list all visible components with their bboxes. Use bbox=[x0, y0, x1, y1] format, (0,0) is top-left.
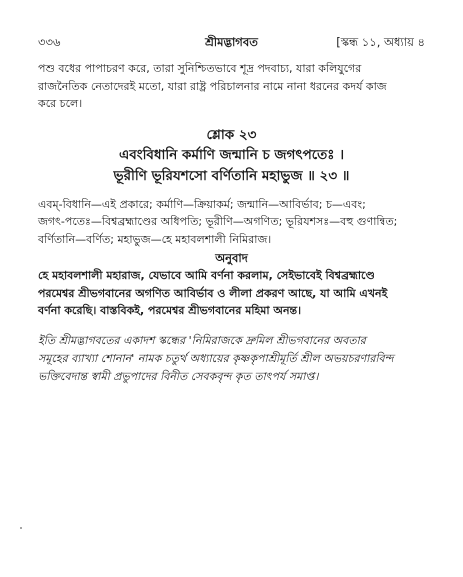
section-reference: [স্কন্ধ ১১, অধ্যায় ৪ bbox=[336, 35, 425, 49]
translation-line: বর্ণনা করেছি। বাস্তবিকই, পরমেশ্বর শ্রীভগবানের মহিমা অনন্ত। bbox=[38, 304, 302, 317]
translation bbox=[38, 267, 425, 320]
verse-line: এবংবিধানি কর্মাণি জন্মানি চ জগৎপতেঃ । bbox=[118, 146, 345, 163]
translation-line: পরমেশ্বর শ্রীভগবানের অগণিত আবির্ভাব ও লীলা প্রকরণ আছে, যা আমি এখনই bbox=[38, 286, 388, 300]
verse-line: ভূরীণি ভূরিযশসো বর্ণিতানি মহাভুজ ॥ ২৩ ॥ bbox=[113, 167, 350, 184]
chapter-colophon bbox=[38, 332, 425, 386]
running-title: শ্রীমদ্ভাগবত bbox=[205, 35, 258, 49]
synonyms-line: এবম্‌-বিধানি—এই প্রকারে; কর্মাণি—ক্রিয়াকর্ম; জন্মানি—আবির্ভাব; চ—এবং; bbox=[38, 197, 366, 211]
colophon-line: ভক্তিবেদান্ত স্বামী প্রভুপাদের বিনীত সেবকবৃন্দ কৃত তাৎপর্য সমাপ্ত। bbox=[38, 369, 319, 383]
purport-line: করে চলে। bbox=[38, 97, 83, 110]
purport-line: পশু বধের পাপাচরণ করে, তারা সুনিশ্চিতভাবে শূদ্র পদবাচ্য, যারা কলিযুগের bbox=[38, 62, 362, 75]
page-content bbox=[38, 60, 425, 386]
verse-text bbox=[38, 145, 425, 187]
synonyms bbox=[38, 196, 425, 249]
page-header bbox=[38, 34, 425, 52]
colophon-line: সমূহের ব্যাখ্যা শোনান' নামক চতুর্থ অধ্যায়ের কৃষ্ণকৃপাশ্রীমূর্তি শ্রীল অভয়চরণারবিন্দ bbox=[38, 351, 394, 365]
purport-line: রাজনৈতিক নেতাদেরই মতো, যারা রাষ্ট্র পরিচালনার নামে নানা ধরনের কদর্য কাজ bbox=[38, 79, 387, 93]
page-number: ৩৩৬ bbox=[38, 35, 61, 49]
synonyms-line: জগৎ-পতেঃ—বিশ্বব্রহ্মাণ্ডের অধিপতি; ভূরীণি—অগণিত; ভূরিযশসঃ—বহু গুণান্বিত; bbox=[38, 215, 398, 228]
verse-heading: শ্লোক ২৩ bbox=[206, 126, 257, 143]
translation-line: হে মহাবলশালী মহারাজ, যেভাবে আমি বর্ণনা করলাম, সেইভাবেই বিশ্বব্রহ্মাণ্ডে bbox=[38, 269, 375, 282]
colophon-line: ইতি শ্রীমদ্ভাগবতের একাদশ স্কন্ধের 'নিমিরাজকে দ্রুমিল শ্রীভগবানের অবতার bbox=[38, 333, 366, 347]
translation-heading: অনুবাদ bbox=[215, 251, 248, 265]
synonyms-line: বর্ণিতানি—বর্ণিত; মহাভুজ—হে মহাবলশালী নিমিরাজ। bbox=[38, 232, 272, 246]
stray-mark bbox=[20, 527, 22, 529]
purport-continuation bbox=[38, 60, 425, 113]
